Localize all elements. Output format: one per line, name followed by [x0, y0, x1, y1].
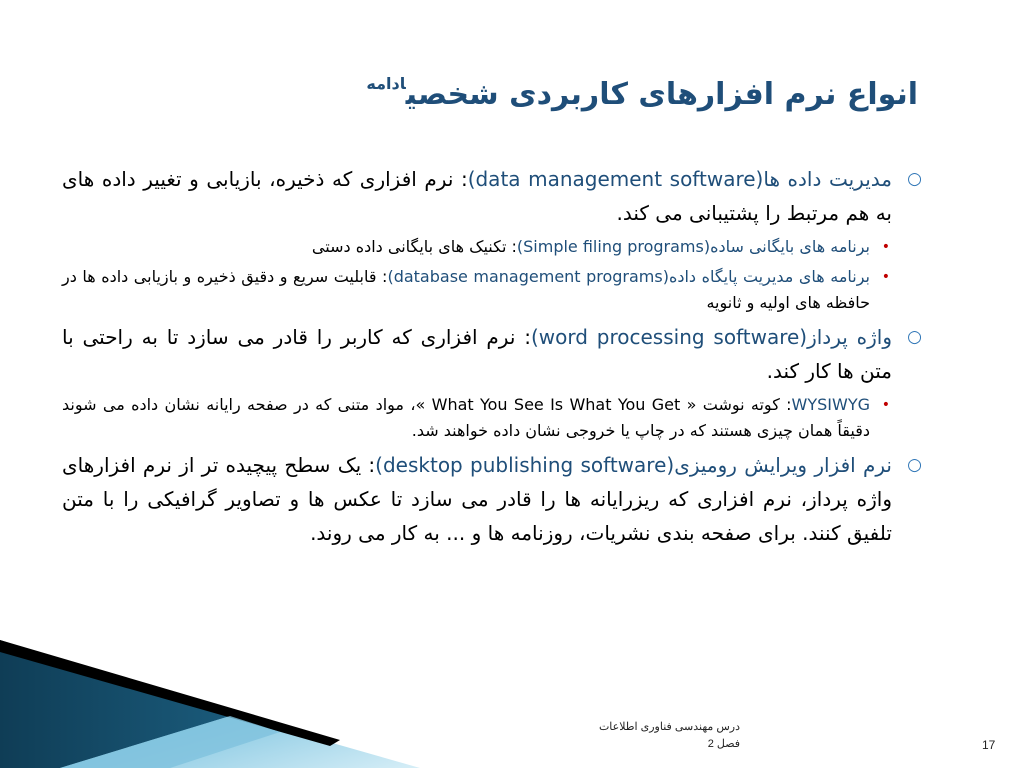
bullet-term: WYSIWYG — [791, 395, 871, 414]
bullet-english-term: (data management software) — [467, 167, 764, 191]
dot-bullet-icon: • — [881, 269, 890, 285]
bullet-term: برنامه های بایگانی ساده — [710, 237, 870, 256]
slide-title — [158, 68, 918, 115]
dot-bullet-icon: • — [881, 239, 890, 255]
bullet-text: : یک سطح پیچیده تر از نرم افزارهای واژه پرداز، نرم افزاری که ریزرایانه ها را قادر می سازد تا عکس ها و تصاویر گرافیکی را با متن تلفیق کنند. برای صفحه بندی نشریات، روزنامه ها و ... به کار می روند. — [62, 453, 892, 545]
bullet-english-term: (desktop publishing software) — [375, 453, 675, 477]
dot-bullet-icon: • — [881, 397, 890, 413]
bullet-term: واژه پرداز — [807, 325, 893, 349]
decorative-stripe-graphic — [0, 640, 420, 768]
footer — [560, 719, 740, 753]
footer-chapter: فصل 2 — [707, 738, 740, 750]
bullet-item — [62, 448, 922, 550]
bullet-term: برنامه های مدیریت پایگاه داده — [668, 267, 870, 286]
sub-bullet-item — [62, 234, 922, 260]
bullet-text: ، مواد متنی که در صفحه رایانه نشان داده می شوند دقیقاً همان چیزی هستند که در چاپ یا خروجی نشان داده خواهند شد. — [62, 395, 870, 440]
bullet-english-term: (Simple filing programs) — [516, 237, 711, 256]
slide-title-superscript: ادامه — [366, 74, 406, 93]
sub-bullet-item — [62, 392, 922, 444]
circle-bullet-icon: ○ — [907, 169, 922, 189]
page-number: 17 — [982, 738, 996, 752]
bullet-text: : نرم افزاری که کاربر را قادر می سازد تا به راحتی با متن ها کار کند. — [62, 325, 892, 383]
bullet-english-term: (database management programs) — [387, 267, 669, 286]
bullet-text: : نرم افزاری که ذخیره، بازیابی و تغییر داده های به هم مرتبط را پشتیبانی می کند. — [62, 167, 892, 225]
bullet-term: مدیریت داده ها — [763, 167, 892, 191]
bullet-list — [62, 162, 922, 554]
bullet-item — [62, 162, 922, 230]
circle-bullet-icon: ○ — [907, 455, 922, 475]
bullet-item — [62, 320, 922, 388]
circle-bullet-icon: ○ — [907, 327, 922, 347]
slide-title-text: انواع نرم افزارهای کاربردی شخصی — [405, 77, 918, 112]
bullet-english-term: (word processing software) — [530, 325, 808, 349]
footer-course: درس مهندسی فناوری اطلاعات — [598, 721, 740, 733]
bullet-text: : تکنیک های بایگانی داده دستی — [311, 237, 517, 256]
bullet-text: : قابلیت سریع و دقیق ذخیره و بازیابی داده ها در حافظه های اولیه و ثانویه — [62, 267, 870, 312]
bullet-term: نرم افزار ویرایش رومیزی — [674, 453, 892, 477]
bullet-english-term: : کوته نوشت « What You See Is What You Get » — [415, 395, 792, 414]
sub-bullet-item — [62, 264, 922, 316]
